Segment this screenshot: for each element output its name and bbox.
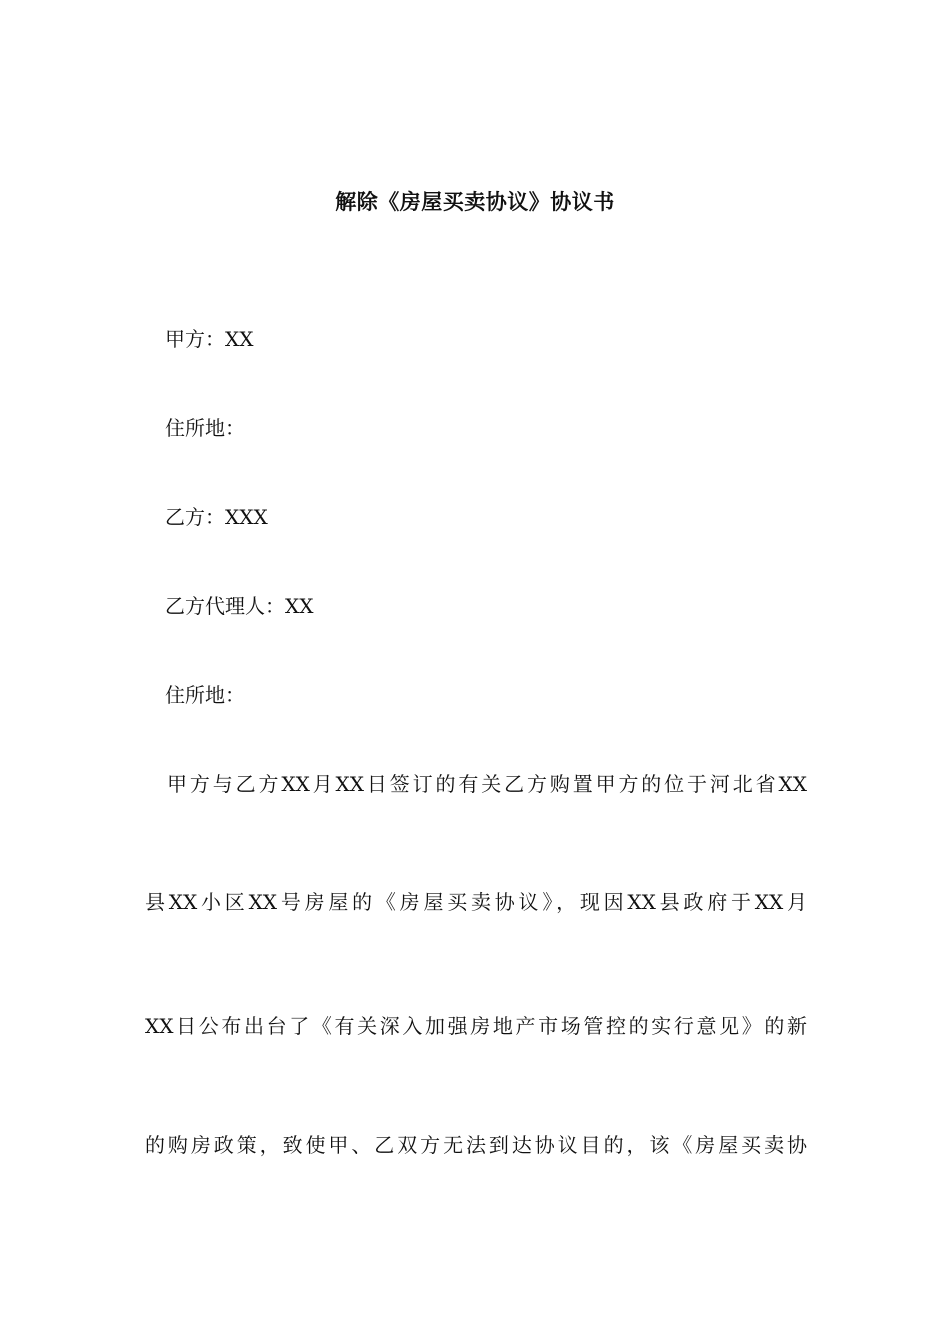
party-a-field: 甲方：XX <box>165 327 254 351</box>
party-b-field: 乙方：XXX <box>165 505 268 529</box>
document-title: 解除《房屋买卖协议》协议书 <box>335 189 615 214</box>
party-b-address-field: 住所地： <box>165 683 245 707</box>
party-b-agent-field: 乙方代理人：XX <box>165 594 314 618</box>
party-a-address-field: 住所地： <box>165 416 245 440</box>
body-line-1: 甲方与乙方XX月XX日签订的有关乙方购置甲方的位于河北省XX <box>167 772 807 796</box>
body-line-2: 县XX小区XX号房屋的《房屋买卖协议》，现因XX县政府于XX月 <box>145 890 807 914</box>
body-line-3: XX日公布出台了《有关深入加强房地产市场管控的实行意见》的新 <box>145 1014 807 1038</box>
body-line-4: 的购房政策，致使甲、乙双方无法到达协议目的，该《房屋买卖协 <box>145 1133 807 1157</box>
